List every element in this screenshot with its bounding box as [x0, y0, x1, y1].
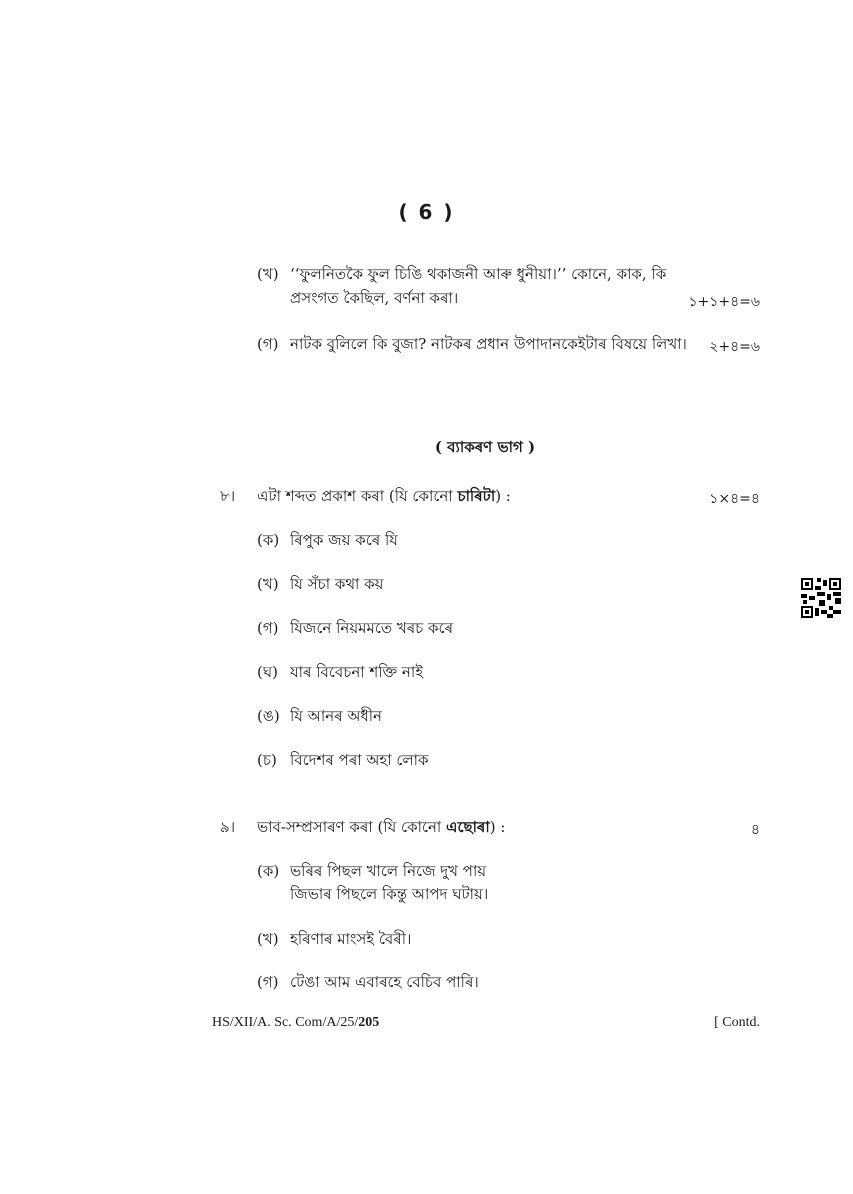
q7-kha-marks: ১+১+৪=৬: [688, 294, 760, 310]
q8-item-label: (গ): [257, 619, 279, 637]
q9-ka-label: (ক): [257, 862, 280, 880]
q9-question: [257, 816, 505, 838]
q8-item-label: (ঙ): [257, 707, 280, 725]
q8-question: [257, 485, 511, 507]
q9-text-before: ভাব-সম্প্ৰসাৰণ কৰা (যি কোনো: [257, 818, 442, 836]
q9-number: ৯।: [220, 818, 236, 836]
q9-ga-text: টেঙা আম এবাৰহে বেচিব পাৰি।: [290, 973, 479, 991]
q8-item-label: (ক): [257, 531, 280, 549]
q7-kha-label: (খ): [257, 265, 279, 283]
q8-item-text: যি আনৰ অধীন: [290, 707, 383, 725]
q8-item-text: যিজনে নিয়মমতে খৰচ কৰে: [290, 619, 454, 637]
q8-item-label: (চ): [257, 751, 277, 769]
page-number: ( 6 ): [398, 200, 455, 224]
footer-code: [212, 1015, 379, 1031]
q8-number: ৮।: [220, 487, 236, 505]
q9-ga-label: (গ): [257, 973, 279, 991]
q8-item-text: ৰিপুক জয় কৰে যি: [290, 531, 398, 549]
qr-code-icon: [801, 578, 841, 618]
q7-ga-marks: ২+৪=৬: [709, 339, 760, 355]
section-heading: ( ব্যাকৰণ ভাগ ): [434, 438, 536, 456]
q8-item-text: যি সঁচা কথা কয়: [290, 575, 384, 593]
q8-text-after: ) :: [495, 487, 511, 505]
q8-text-before: এটা শব্দত প্ৰকাশ কৰা (যি কোনো: [257, 487, 453, 505]
q9-text-bold: এছোৰা: [446, 818, 490, 836]
q7-ga-text: নাটক বুলিলে কি বুজা? নাটকৰ প্ৰধান উপাদানকেইটাৰ বিষয়ে লিখা।: [290, 335, 687, 353]
q9-text-after: ) :: [489, 818, 506, 836]
q8-item-label: (খ): [257, 575, 279, 593]
q9-kha-label: (খ): [257, 930, 279, 948]
footer-contd: [ Contd.: [714, 1015, 760, 1030]
q9-ka-line1: ভৰিৰ পিছল খালে নিজে দুখ পায়: [290, 862, 487, 880]
q9-marks: ৪: [750, 822, 760, 838]
q9-kha-text: হৰিণাৰ মাংসই বৈৰী।: [290, 930, 412, 948]
q7-kha-line2: প্ৰসংগত কৈছিল, বৰ্ণনা কৰা।: [290, 289, 459, 307]
q7-kha-line1: ‘‘ফুলনিতকৈ ফুল চিঙি থকাজনী আৰু ধুনীয়া।’’ কোনে, কাক, কি: [290, 265, 667, 283]
footer-code-prefix: HS/XII/A. Sc. Com/A/25/: [212, 1015, 359, 1030]
q9-ka-line2: জিভাৰ পিছলে কিন্তু আপদ ঘটায়।: [290, 885, 489, 903]
q8-text-bold: চাৰিটা: [457, 487, 496, 505]
footer-code-bold: 205: [358, 1015, 380, 1030]
q8-item-text: বিদেশৰ পৰা অহা লোক: [290, 751, 429, 769]
q8-marks: ১×৪=৪: [709, 491, 760, 507]
q8-item-text: যাৰ বিবেচনা শক্তি নাই: [290, 663, 423, 681]
q7-ga-label: (গ): [257, 335, 279, 353]
q8-item-label: (ঘ): [257, 663, 278, 681]
